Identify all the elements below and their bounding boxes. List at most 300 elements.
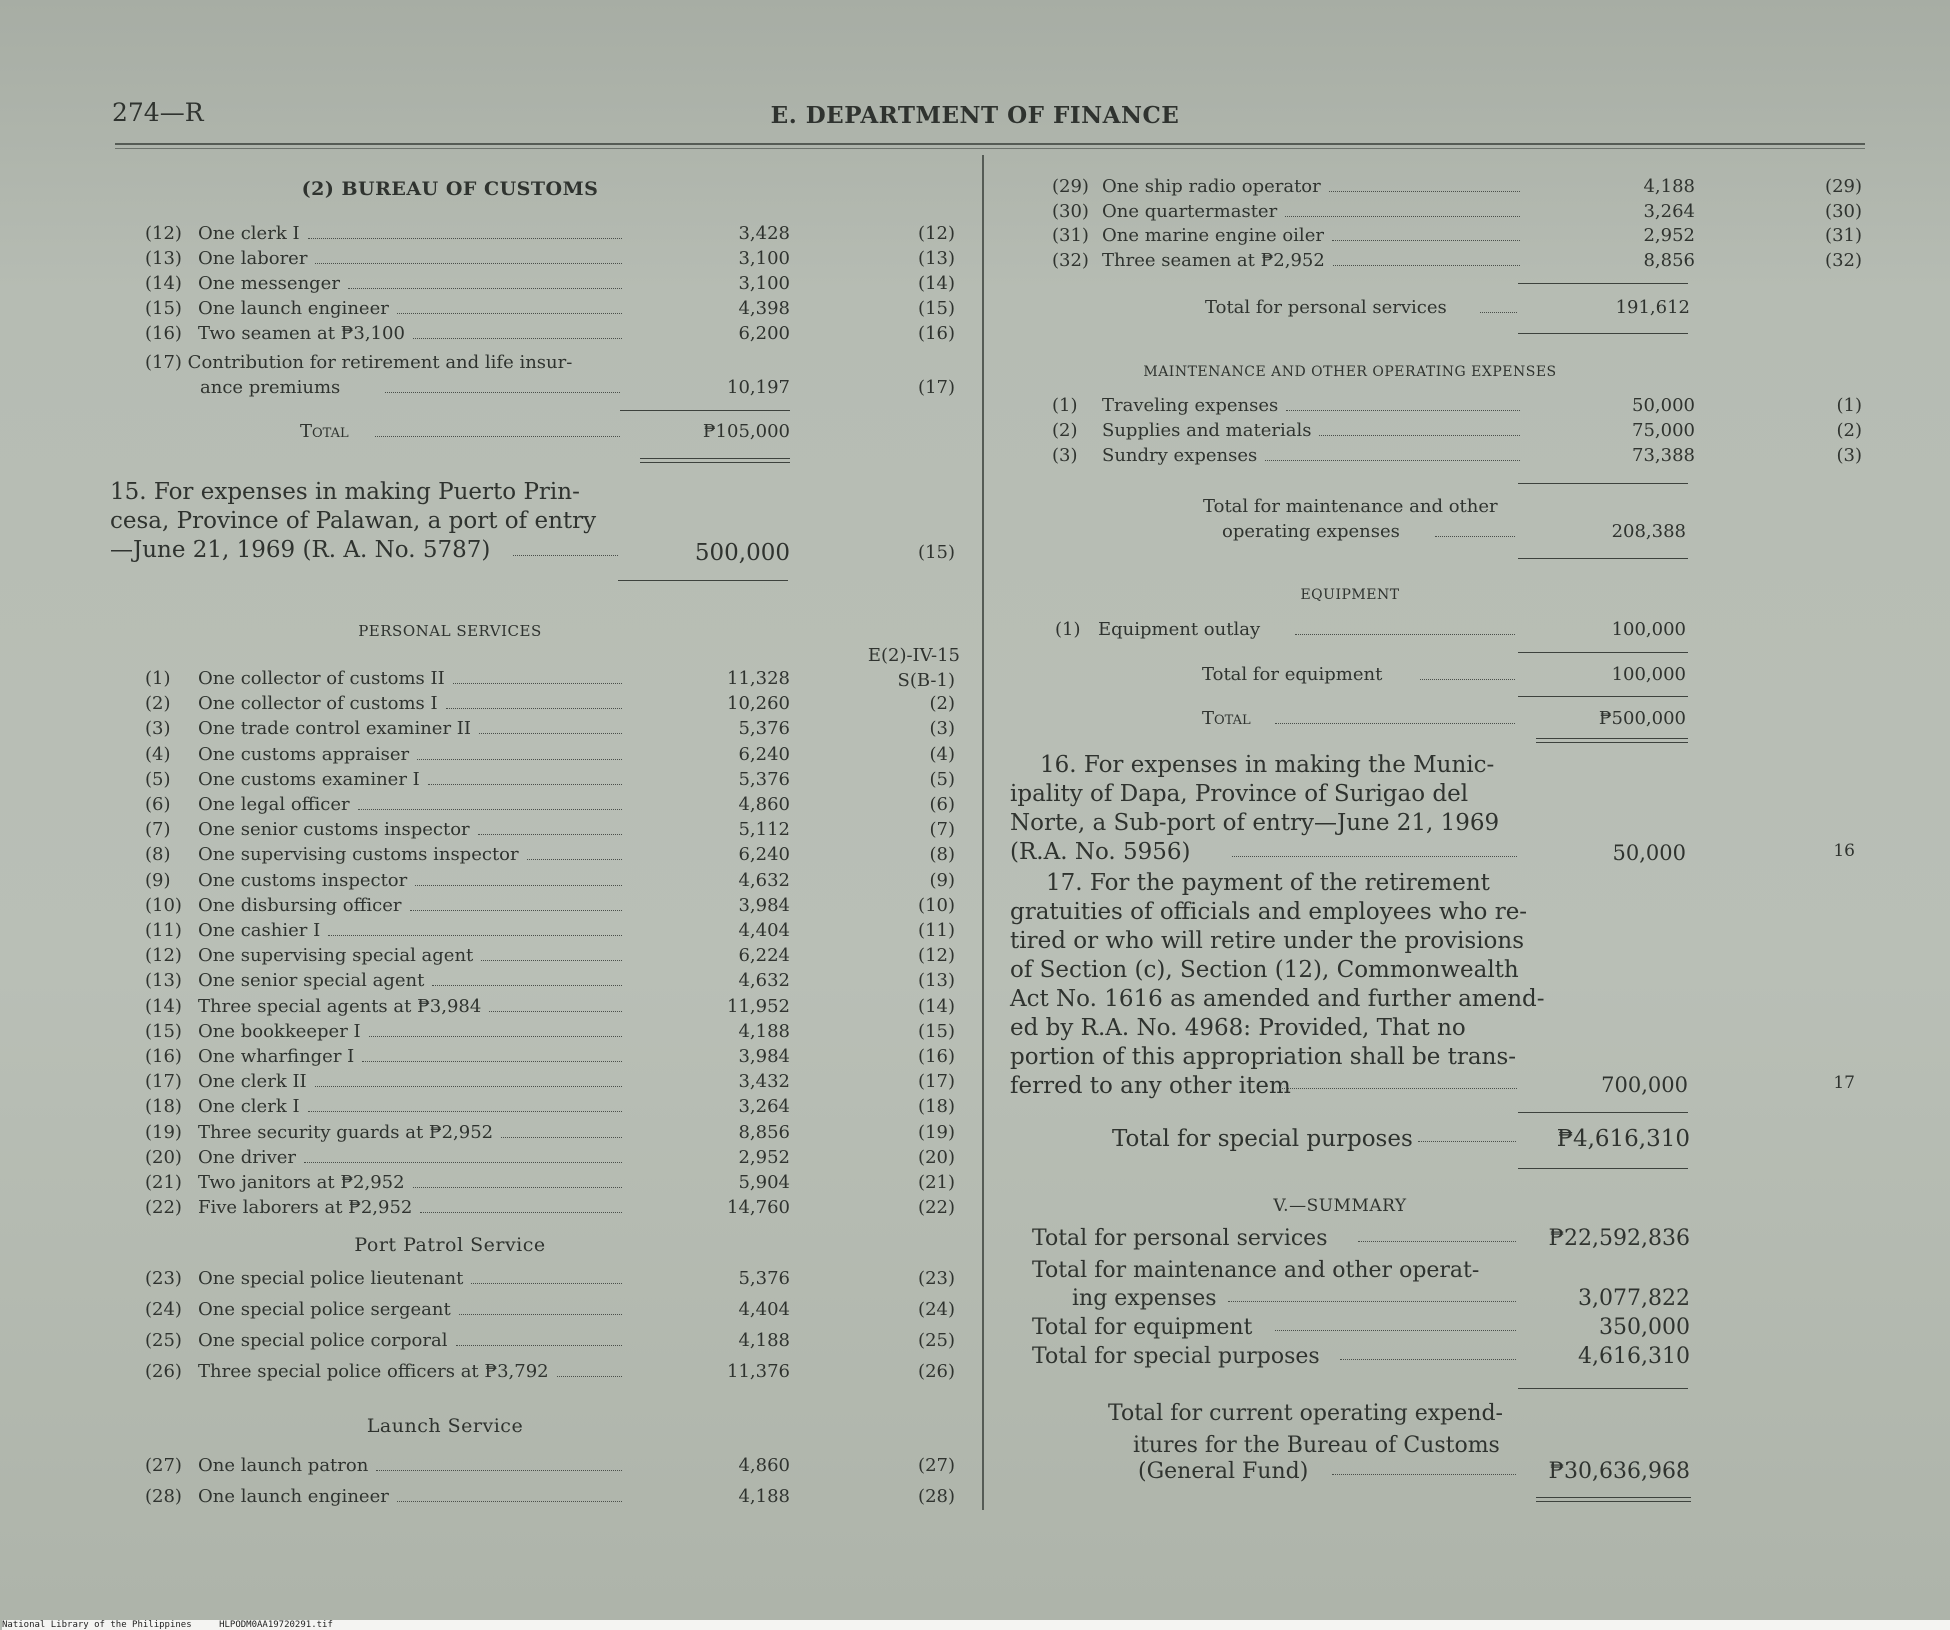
item-reference: (16) <box>918 323 955 344</box>
rule <box>1518 558 1688 559</box>
equipment-item-num: (1) <box>1055 619 1081 640</box>
summary-equipment-row <box>0 1315 1950 1345</box>
footer-file: HLPODM0AA19720291.tif <box>219 1620 333 1630</box>
line-item-row <box>0 1021 1950 1046</box>
line-item-row <box>0 395 1950 420</box>
item-number: (15) <box>145 1020 182 1042</box>
item-amount: 73,388 <box>1632 445 1695 466</box>
item-17-ref: (17) <box>918 377 955 398</box>
para-15-rule <box>618 580 788 581</box>
item-reference: (3) <box>929 718 955 740</box>
line-item-row <box>0 945 1950 970</box>
item-label: One laborer <box>198 248 308 269</box>
item-reference: (13) <box>918 970 955 992</box>
item-number: (21) <box>145 1172 182 1193</box>
item-number: (13) <box>145 248 182 269</box>
line-item-row <box>0 273 1950 298</box>
item-label: One customs examiner I <box>198 768 420 790</box>
item-label: One messenger <box>198 273 340 294</box>
para-15-line2: cesa, Province of Palawan, a port of entry <box>110 508 597 534</box>
item-number: (3) <box>145 718 171 740</box>
rule <box>1518 333 1688 334</box>
item-amount: 5,376 <box>738 1268 790 1289</box>
line-item-row <box>0 176 1950 201</box>
item-label: One clerk II <box>198 1071 307 1093</box>
item-number: (16) <box>145 323 182 344</box>
item-label: Three security guards at ₱2,952 <box>198 1121 494 1143</box>
item-label: One launch patron <box>198 1455 369 1476</box>
item-number: (1) <box>1052 395 1078 416</box>
item-label: Traveling expenses <box>1102 395 1279 416</box>
item-reference: (30) <box>1825 200 1862 222</box>
item-amount: 3,432 <box>738 1071 790 1093</box>
item-number: (6) <box>145 794 171 815</box>
double-rule-2 <box>1536 742 1688 743</box>
para-17-line4: of Section (c), Section (12), Commonwealth <box>1010 957 1519 983</box>
item-label: One special police lieutenant <box>198 1268 464 1289</box>
para-17-amount-row <box>0 1073 1950 1103</box>
item-label: Five laborers at ₱2,952 <box>198 1197 413 1219</box>
leader-dots <box>1480 297 1517 313</box>
item-number: (2) <box>145 693 171 715</box>
bureau-title: (2) BUREAU OF CUSTOMS <box>301 178 599 200</box>
leader-dots <box>1329 176 1520 192</box>
leader-dots <box>413 323 622 339</box>
item-label: Supplies and materials <box>1102 420 1312 441</box>
item-amount: 3,984 <box>738 894 790 916</box>
item-label: One legal officer <box>198 794 350 815</box>
item-amount: 6,240 <box>738 844 790 866</box>
item-number: (9) <box>145 869 171 891</box>
item-label: One special police sergeant <box>198 1299 451 1320</box>
item-label: One supervising special agent <box>198 945 474 967</box>
equipment-item-label: Equipment outlay <box>1098 619 1261 640</box>
item-amount: 2,952 <box>1643 225 1695 246</box>
item-amount: 11,952 <box>727 995 790 1017</box>
item-reference: (2) <box>929 693 955 715</box>
item-amount: 11,328 <box>727 668 790 689</box>
para-16-line1: 16. For expenses in making the Munic- <box>1040 752 1495 778</box>
para-17-line8: ferred to any other item <box>1010 1073 1291 1099</box>
item-number: (5) <box>145 768 171 790</box>
total-personal-amount: 191,612 <box>1615 297 1690 318</box>
item-reference: (17) <box>918 1071 955 1093</box>
port-patrol-title: Port Patrol Service <box>354 1234 546 1256</box>
total-special-label: Total for special purposes <box>1112 1126 1413 1152</box>
para-16-line2: ipality of Dapa, Province of Surigao del <box>1010 781 1469 807</box>
summary-moe-amount: 3,077,822 <box>1578 1286 1690 1311</box>
leader-dots <box>1295 619 1515 635</box>
leader-dots <box>446 693 622 709</box>
item-number: (26) <box>145 1361 182 1382</box>
right-total-label: Total <box>1202 708 1251 729</box>
item-amount: 4,404 <box>738 920 790 941</box>
double-rule-2 <box>1536 1501 1691 1502</box>
item-label: One senior customs inspector <box>198 819 470 841</box>
item-reference: (4) <box>929 743 955 765</box>
item-label: Three special police officers at ₱3,792 <box>198 1361 549 1382</box>
item-reference: (6) <box>929 794 955 815</box>
item-number: (18) <box>145 1096 182 1118</box>
total-moe-amount: 208,388 <box>1611 521 1686 542</box>
line-item-row <box>0 250 1950 275</box>
item-amount: 3,264 <box>738 1096 790 1118</box>
header-rule-secondary <box>115 148 1865 149</box>
item-reference: (27) <box>918 1455 955 1476</box>
item-label: One ship radio operator <box>1102 176 1321 197</box>
item-label: One collector of customs I <box>198 693 438 715</box>
para-17-amount: 700,000 <box>1601 1073 1688 1097</box>
double-rule <box>1536 738 1688 739</box>
para-15-line1: 15. For expenses in making Puerto Prin- <box>110 479 580 505</box>
leader-dots <box>1418 1126 1516 1142</box>
header-rule <box>115 143 1865 145</box>
line-item-row <box>0 769 1950 794</box>
item-label: One cashier I <box>198 920 321 941</box>
para-17-line1: 17. For the payment of the retirement <box>1046 870 1490 896</box>
item-label: One customs appraiser <box>198 743 410 765</box>
item-reference: (19) <box>918 1121 955 1143</box>
item-number: (14) <box>145 995 182 1017</box>
leader-dots <box>1285 201 1520 217</box>
total-special-row <box>0 1126 1950 1158</box>
leader-dots <box>1333 250 1520 266</box>
item-reference: (12) <box>918 223 955 244</box>
scan-footer <box>2 1620 1950 1630</box>
leader-dots <box>410 895 622 911</box>
leader-dots <box>348 273 622 289</box>
item-number: (12) <box>145 223 182 244</box>
summary-personal-amount: ₱22,592,836 <box>1548 1226 1690 1251</box>
item-reference: (16) <box>918 1046 955 1067</box>
summary-special-amount: 4,616,310 <box>1578 1344 1690 1369</box>
leader-dots <box>369 1021 622 1037</box>
summary-personal-label: Total for personal services <box>1032 1226 1328 1251</box>
page-number: 274—R <box>112 98 204 127</box>
leader-dots <box>1265 445 1520 461</box>
para-17-line2: gratuities of officials and employees who re- <box>1010 899 1528 925</box>
item-label: One trade control examiner II <box>198 718 472 740</box>
item-reference: (31) <box>1825 225 1862 246</box>
line-item-row <box>0 323 1950 348</box>
right-total-row <box>0 708 1950 733</box>
leader-dots <box>413 1172 622 1188</box>
item-amount: 5,904 <box>738 1172 790 1193</box>
item-number: (32) <box>1052 249 1089 271</box>
item-number: (22) <box>145 1197 182 1219</box>
leader-dots <box>1358 1226 1516 1242</box>
item-reference: (12) <box>918 945 955 967</box>
item-reference: (13) <box>918 248 955 269</box>
total-equipment-row <box>0 664 1950 689</box>
leader-dots <box>1280 1073 1517 1089</box>
item-label: One clerk I <box>198 223 300 244</box>
summary-moe-line1: Total for maintenance and other operat- <box>1032 1258 1480 1283</box>
rule <box>1518 1112 1688 1113</box>
line-item-row <box>0 744 1950 769</box>
line-item-row <box>0 201 1950 226</box>
item-number: (15) <box>145 298 182 319</box>
item-reference: (7) <box>929 819 955 841</box>
item-label: Sundry expenses <box>1102 445 1258 466</box>
leader-dots <box>420 1197 622 1213</box>
summary-special-row <box>0 1344 1950 1374</box>
item-amount: 4,188 <box>738 1486 790 1507</box>
item-number: (1) <box>145 668 171 689</box>
total-moe-line1: Total for maintenance and other <box>1203 496 1498 517</box>
total-equipment-amount: 100,000 <box>1611 664 1686 685</box>
item-amount: 4,860 <box>738 1455 790 1476</box>
rule <box>1518 652 1688 653</box>
leader-dots <box>1332 1459 1516 1475</box>
summary-moe-line2: ing expenses <box>1072 1286 1217 1311</box>
line-item-row <box>0 225 1950 250</box>
personal-services-title: PERSONAL SERVICES <box>358 622 542 640</box>
item-amount: 8,856 <box>738 1121 790 1143</box>
item-reference: (3) <box>1836 445 1862 466</box>
item-reference: (8) <box>929 844 955 866</box>
rule <box>1518 283 1688 284</box>
item-number: (10) <box>145 894 182 916</box>
para-15-amount: 500,000 <box>694 540 790 566</box>
item-number: (14) <box>145 273 182 294</box>
item-label: One supervising customs inspector <box>198 844 519 866</box>
para-16-line4: (R.A. No. 5956) <box>1010 839 1191 865</box>
summary-title: V.—SUMMARY <box>1273 1196 1407 1216</box>
leader-dots <box>328 920 622 936</box>
equipment-title: EQUIPMENT <box>1300 587 1400 603</box>
item-label: One collector of customs II <box>198 668 445 689</box>
item-reference: (18) <box>918 1096 955 1118</box>
item-number: (25) <box>145 1330 182 1351</box>
item-number: (11) <box>145 920 182 941</box>
para-17-line3: tired or who will retire under the provisions <box>1010 928 1525 954</box>
item-amount: 4,188 <box>738 1020 790 1042</box>
item-17-amount: 10,197 <box>727 377 790 398</box>
item-amount: 10,260 <box>727 693 790 715</box>
item-reference: (5) <box>929 768 955 790</box>
item-amount: 4,188 <box>738 1330 790 1351</box>
leader-dots <box>471 1268 622 1284</box>
item-17-row <box>0 352 980 377</box>
item-amount: 6,200 <box>738 323 790 344</box>
item-label: One driver <box>198 1146 297 1168</box>
item-amount: 3,100 <box>738 273 790 294</box>
item-reference: (24) <box>918 1299 955 1320</box>
item-17-line2: ance premiums <box>200 377 341 398</box>
leader-dots <box>385 377 620 393</box>
leader-dots <box>417 744 622 760</box>
item-amount: 11,376 <box>727 1361 790 1382</box>
item-amount: 5,376 <box>738 718 790 740</box>
leader-dots <box>1332 225 1520 241</box>
appropriation-code-1: E(2)-IV-15 <box>867 645 960 666</box>
leader-dots <box>489 996 622 1012</box>
item-reference: (11) <box>918 920 955 941</box>
line-item-row <box>0 895 1950 920</box>
equipment-item-row <box>0 619 1950 644</box>
leader-dots <box>358 794 622 810</box>
item-amount: 4,398 <box>738 298 790 319</box>
item-label: One clerk I <box>198 1096 300 1118</box>
item-amount: 3,984 <box>738 1046 790 1067</box>
leader-dots <box>415 870 622 886</box>
item-reference: (1) <box>1836 395 1862 416</box>
item-amount: 4,404 <box>738 1299 790 1320</box>
item-reference: (15) <box>918 298 955 319</box>
summary-equipment-label: Total for equipment <box>1032 1315 1253 1340</box>
item-reference: (15) <box>918 1020 955 1042</box>
item-amount: 4,632 <box>738 869 790 891</box>
item-reference: (14) <box>918 273 955 294</box>
para-16-amount-row <box>0 841 1950 871</box>
appropriation-code-2: S(B-1) <box>897 670 955 691</box>
leader-dots <box>1275 708 1515 724</box>
item-number: (31) <box>1052 225 1089 246</box>
equipment-item-amount: 100,000 <box>1611 619 1686 640</box>
item-reference: (26) <box>918 1361 955 1382</box>
item-label: One bookkeeper I <box>198 1020 361 1042</box>
item-label: One senior special agent <box>198 970 425 992</box>
item-label: One customs inspector <box>198 869 408 891</box>
leader-dots <box>1319 420 1520 436</box>
para-17-line6: ed by R.A. No. 4968: Provided, That no <box>1010 1015 1466 1041</box>
item-amount: 14,760 <box>727 1197 790 1219</box>
item-number: (16) <box>145 1046 182 1067</box>
item-label: One wharfinger I <box>198 1046 355 1067</box>
total-moe-row-1 <box>0 496 1950 521</box>
para-16-line3: Norte, a Sub-port of entry—June 21, 1969 <box>1010 810 1500 836</box>
total-amount: ₱105,000 <box>702 421 790 442</box>
item-label: Two seamen at ₱3,100 <box>198 323 405 344</box>
item-label: Three seamen at ₱2,952 <box>1102 249 1325 271</box>
leader-dots <box>362 1046 622 1062</box>
item-reference: (2) <box>1836 420 1862 441</box>
grand-total-line2: itures for the Bureau of Customs <box>1133 1433 1500 1458</box>
item-number: (7) <box>145 819 171 841</box>
grand-total-line3: (General Fund) <box>1138 1459 1309 1484</box>
item-label: One disbursing officer <box>198 894 402 916</box>
rule <box>1518 1388 1688 1389</box>
item-reference: (28) <box>918 1486 955 1507</box>
item-amount: 50,000 <box>1632 395 1695 416</box>
item-label: Two janitors at ₱2,952 <box>198 1172 405 1193</box>
grand-total-line1: Total for current operating expend- <box>1108 1401 1503 1426</box>
item-amount: 6,224 <box>738 945 790 967</box>
item-number: (8) <box>145 844 171 866</box>
leader-dots <box>1232 841 1517 857</box>
item-number: (28) <box>145 1486 182 1507</box>
item-number: (20) <box>145 1146 182 1168</box>
item-amount: 3,428 <box>738 223 790 244</box>
item-amount: 6,240 <box>738 743 790 765</box>
item-amount: 4,632 <box>738 970 790 992</box>
total-personal-label: Total for personal services <box>1205 297 1447 318</box>
item-label: One quartermaster <box>1102 200 1278 222</box>
item-number: (17) <box>145 1071 182 1093</box>
rule <box>1518 483 1688 484</box>
summary-moe-row <box>0 1286 1950 1316</box>
line-item-row <box>0 996 1950 1021</box>
line-item-row <box>0 445 1950 470</box>
para-15-line3: —June 21, 1969 (R. A. No. 5787) <box>110 537 491 563</box>
item-label: One marine engine oiler <box>1102 225 1324 246</box>
leader-dots <box>481 945 622 961</box>
item-reference: (25) <box>918 1330 955 1351</box>
footer-library: National Library of the Philippines <box>2 1620 192 1630</box>
summary-special-label: Total for special purposes <box>1032 1344 1320 1369</box>
item-amount: 75,000 <box>1632 420 1695 441</box>
line-item-row <box>0 1172 1950 1197</box>
para-17-ref: 17 <box>1833 1073 1855 1093</box>
item-amount: 4,188 <box>1643 176 1695 197</box>
item-amount: 5,112 <box>738 819 790 841</box>
item-label: One special police corporal <box>198 1330 448 1351</box>
leader-dots <box>1340 1344 1516 1360</box>
total-moe-row-2 <box>0 521 1950 546</box>
launch-service-title: Launch Service <box>366 1415 524 1437</box>
item-amount: 2,952 <box>738 1146 790 1168</box>
item-label: One launch engineer <box>198 1486 389 1507</box>
item-number: (27) <box>145 1455 182 1476</box>
leader-dots <box>1275 1315 1516 1331</box>
item-reference: (10) <box>918 894 955 916</box>
leader-dots <box>478 819 622 835</box>
item-label: One launch engineer <box>198 298 389 319</box>
leader-dots <box>428 769 622 785</box>
moe-title: MAINTENANCE AND OTHER OPERATING EXPENSES <box>1143 364 1557 380</box>
item-reference: (20) <box>918 1146 955 1168</box>
grand-total-amount: ₱30,636,968 <box>1548 1459 1690 1484</box>
line-item-row <box>0 794 1950 819</box>
leader-dots <box>432 970 622 986</box>
item-number: (3) <box>1052 445 1078 466</box>
item-number: (2) <box>1052 420 1078 441</box>
item-number: (4) <box>145 743 171 765</box>
total-personal-row <box>0 297 1950 322</box>
item-amount: 4,860 <box>738 794 790 815</box>
item-number: (12) <box>145 945 182 967</box>
item-number: (23) <box>145 1268 182 1289</box>
summary-personal-row <box>0 1226 1950 1256</box>
item-amount: 8,856 <box>1643 249 1695 271</box>
total-special-amount: ₱4,616,310 <box>1556 1126 1690 1152</box>
item-reference: (29) <box>1825 176 1862 197</box>
leader-dots <box>1228 1286 1516 1302</box>
page-title: E. DEPARTMENT OF FINANCE <box>770 102 1180 129</box>
total-moe-line2: operating expenses <box>1222 521 1400 542</box>
para-15-ref: (15) <box>918 542 955 563</box>
total-label: Total <box>300 421 349 442</box>
item-reference: (32) <box>1825 249 1862 271</box>
grand-total-row <box>0 1459 1950 1489</box>
line-item-row <box>0 1046 1950 1071</box>
item-amount: 5,376 <box>738 768 790 790</box>
line-item-row <box>0 920 1950 945</box>
item-amount: 3,100 <box>738 248 790 269</box>
rule <box>1518 696 1688 697</box>
leader-dots <box>1435 521 1515 537</box>
item-reference: (9) <box>929 869 955 891</box>
item-number: (29) <box>1052 176 1089 197</box>
leader-dots <box>1286 395 1520 411</box>
item-number: (19) <box>145 1121 182 1143</box>
item-label: Three special agents at ₱3,984 <box>198 995 482 1017</box>
item-reference: (23) <box>918 1268 955 1289</box>
item-amount: 3,264 <box>1643 200 1695 222</box>
rule <box>1518 1168 1688 1169</box>
total-equipment-label: Total for equipment <box>1202 664 1383 685</box>
